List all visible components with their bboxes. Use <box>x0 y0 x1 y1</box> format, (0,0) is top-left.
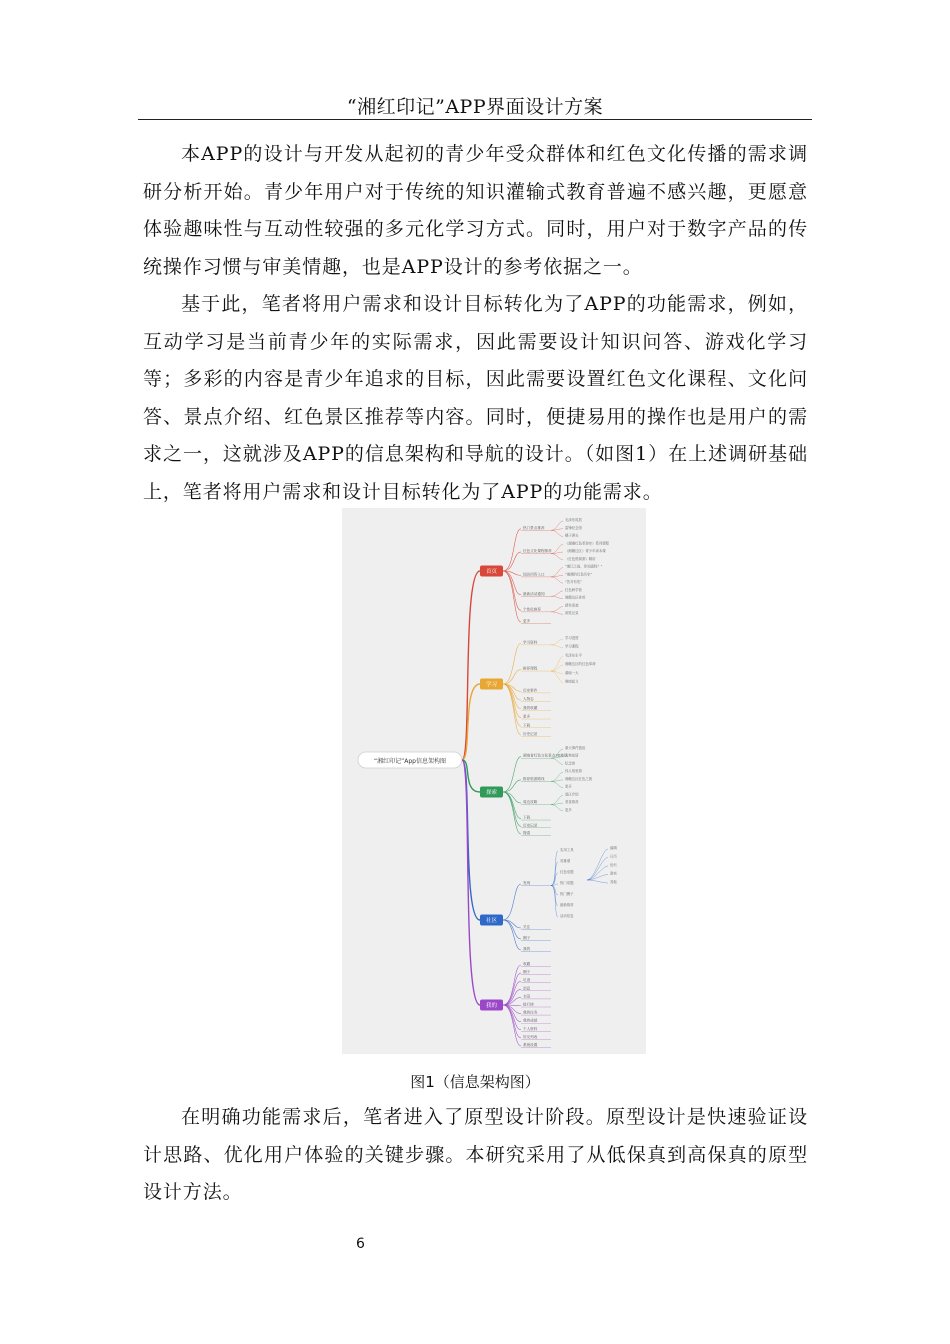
paragraph-3: 在明确功能需求后，笔者进入了原型设计阶段。原型设计是快速验证设计思路、优化用户体验的关键步骤。本研究采用了从低保真到高保真的原型设计方法。 <box>143 1106 808 1204</box>
leaf-node-label: 雷锋纪念馆 <box>565 525 582 530</box>
leaf-node-label: 重大事件遗址 <box>565 746 586 750</box>
leaf-node-label: 最新推荐 <box>560 903 574 907</box>
child-node-label: 人物志 <box>523 697 534 702</box>
page-number: 6 <box>356 1236 365 1252</box>
child-connector <box>503 1005 521 1030</box>
leaf-node-label: 猜你喜欢 <box>565 603 579 608</box>
child-connector <box>503 684 521 726</box>
leaf-connector <box>551 530 563 536</box>
leaf-node-label: 热门圈子 <box>560 892 574 896</box>
leaf-connector <box>551 805 563 811</box>
child-node-label: 历史记录 <box>523 732 538 736</box>
leaf-connector <box>551 665 563 671</box>
child-connector <box>503 792 521 826</box>
leaf-connector <box>551 552 563 554</box>
child-node-label: 周边攻略 <box>523 800 538 805</box>
header-rule <box>138 119 812 120</box>
leaf-node-label: 湘赣边区体验 <box>565 595 586 600</box>
child-node-label: 更多 <box>523 714 531 719</box>
figure-caption: 图1（信息架构图） <box>410 1073 540 1091</box>
leaf-node-label: 浏览记录 <box>565 611 579 616</box>
leaf-connector <box>551 639 563 645</box>
child-connector <box>503 1005 521 1014</box>
child-connector <box>503 684 521 709</box>
child-connector <box>503 981 521 1005</box>
tool-connector <box>587 880 608 883</box>
leaf-node-label: 景区介绍 <box>565 792 579 797</box>
leaf-node-label: 伟人故里游 <box>565 769 582 774</box>
leaf-connector <box>551 554 563 560</box>
tool-node-label: 其他 <box>610 880 617 884</box>
child-connector <box>503 643 521 684</box>
leaf-node-label: 湖南一大 <box>565 670 579 675</box>
leaf-connector <box>551 612 563 614</box>
leaf-node-label: “湘江之战，你知道吗？” <box>565 564 603 569</box>
branch-connector <box>462 760 480 920</box>
child-node-label: 收藏 <box>523 962 531 966</box>
leaf-connector <box>551 575 563 577</box>
leaf-node-label: 湘南起义 <box>565 679 579 684</box>
tool-connector <box>587 866 608 880</box>
child-node-label: 最新活动通知 <box>523 591 545 596</box>
leaf-connector <box>551 577 563 583</box>
child-node-label: 推荐课程 <box>523 666 538 671</box>
child-node-label: 排行榜 <box>523 1002 534 1007</box>
leaf-connector <box>551 596 563 598</box>
child-connector <box>503 920 521 950</box>
child-node-label: 圈子 <box>523 936 531 940</box>
leaf-connector <box>551 671 563 683</box>
child-node-label: 我的收藏 <box>523 705 538 710</box>
leaf-node-label: 人物故居 <box>565 753 579 758</box>
leaf-connector <box>551 606 563 611</box>
child-connector <box>503 884 521 920</box>
child-connector <box>503 571 521 595</box>
page-header-title: “湘红印记”APP界面设计方案 <box>346 96 604 118</box>
child-connector <box>503 757 521 792</box>
leaf-node-label: 英雄谱 <box>560 859 571 863</box>
leaf-node-label: 美食推荐 <box>565 800 579 805</box>
child-node-label: 关注 <box>523 925 531 929</box>
child-node-label: 知识问答入口 <box>523 572 545 577</box>
leaf-node-label: 活动信息 <box>560 914 574 918</box>
child-node-label: 我的成就 <box>523 1018 538 1023</box>
leaf-node-label: 更多 <box>565 807 572 812</box>
child-node-label: 足迹 <box>523 978 531 983</box>
tool-node-label: 游戏 <box>610 871 617 876</box>
leaf-connector <box>551 803 563 805</box>
leaf-connector <box>551 591 563 596</box>
leaf-node-label: 毛泽东故居 <box>565 518 582 522</box>
leaf-node-label: 《红色资源游》精讲 <box>565 556 596 561</box>
child-node-label: 我的任务 <box>523 1010 538 1015</box>
leaf-node-label: 学习进度 <box>565 636 579 640</box>
tool-node-label: 日历 <box>610 854 617 859</box>
child-node-label: 推荐旅游路线 <box>523 776 545 781</box>
child-node-label: 学习资料 <box>523 640 538 645</box>
child-connector <box>503 1005 521 1038</box>
leaf-connector <box>551 781 563 787</box>
mindmap-svg <box>342 508 646 1054</box>
child-connector <box>503 571 521 610</box>
child-connector <box>503 552 521 571</box>
child-node-label: 圈子 <box>523 970 531 975</box>
root-node-label: “湘红印记”App信息架构图 <box>374 758 446 765</box>
leaf-connector <box>551 780 563 782</box>
tool-connector <box>587 849 608 880</box>
child-connector <box>503 965 521 1005</box>
child-node-label: 我的 <box>523 947 531 951</box>
leaf-connector <box>551 758 563 764</box>
leaf-connector <box>551 645 563 648</box>
branch-connector <box>462 571 480 760</box>
leaf-connector <box>551 529 563 531</box>
leaf-node-label: 纪念馆 <box>565 761 576 766</box>
leaf-node-label: “湘潭的红色历史” <box>565 572 593 577</box>
child-node-label: 历史记录 <box>523 823 538 828</box>
child-connector <box>503 780 521 792</box>
child-node-label: 下载 <box>523 723 531 728</box>
branch-connector <box>462 760 480 1005</box>
leaf-node-label: 实用工具 <box>560 848 574 852</box>
child-connector <box>503 670 521 684</box>
leaf-node-label: 更多 <box>565 784 572 789</box>
child-node-label: 个人资料 <box>523 1026 538 1031</box>
branch-node-label: 我的 <box>485 1003 498 1010</box>
branch-node-label: 首页 <box>485 569 498 576</box>
leaf-node-label: 毛泽东生平 <box>565 653 582 658</box>
leaf-node-label: 学习课程 <box>565 644 579 649</box>
child-node-label: 系统设置 <box>523 1043 538 1047</box>
child-connector <box>503 792 521 834</box>
child-node-label: 消息 <box>523 986 531 991</box>
child-node-label: 个性化推荐 <box>523 607 541 612</box>
leaf-node-label: 《湘赣边区》青少年读本课 <box>565 549 606 554</box>
child-node-label: 红色文化课程推荐 <box>523 549 552 554</box>
child-node-label: 下载 <box>523 815 531 820</box>
child-node-label: 湖南省红色文化景点3D地图 <box>523 753 568 758</box>
leaf-node-label: “答对有奖” <box>565 580 583 585</box>
child-node-label: 发现 <box>523 881 531 885</box>
paragraph-2: 基于此，笔者将用户需求和设计目标转化为了APP的功能需求，例如，互动学习是当前青少年的实际需求，因此需要设计知识问答、游戏化学习等；多彩的内容是青少年追求的目标，因此需要设置红色文化课程、文化问答、景点介绍、红色景区推荐等内容。同时，便捷易用的操作也是用户的需求之一，这就涉及APP的信息架构和导航的设计。（如图1）在上述调研基础上，笔者将用户需求和设计目标转化为了APP的功能需求。 <box>143 293 808 503</box>
child-node-label: 书签 <box>523 994 531 999</box>
child-node-label: 好友列表 <box>523 1034 538 1039</box>
paragraph-1: 本APP的设计与开发从起初的青少年受众群体和红色文化传播的需求调研分析开始。青少年用户对于传统的知识灌输式教育普遍不感兴趣，更愿意体验趣味性与互动性较强的多元化学习方式。同时，用户对于数字产品的传统操作习惯与审美情趣，也是APP设计的参考依据之一。 <box>143 143 808 278</box>
child-node-label: 历史事件 <box>523 688 538 693</box>
leaf-node-label: 红色研学营 <box>565 587 582 592</box>
information-architecture-figure <box>342 508 646 1054</box>
leaf-node-label: 湘赣边区红色之旅 <box>565 776 593 781</box>
tool-connector <box>587 858 608 881</box>
child-node-label: 热门景点推荐 <box>523 525 545 530</box>
leaf-node-label: 湘赣边区的红色革命 <box>565 662 596 667</box>
leaf-node-label: 红色话题 <box>560 870 574 874</box>
leaf-node-label: 《湖湘红色革命史》系列课程 <box>565 541 610 546</box>
child-node-label: 更多 <box>523 619 531 623</box>
tool-node-label: 论坛 <box>610 863 617 867</box>
leaf-node-label: 热门话题 <box>560 881 574 885</box>
branch-node-label: 探索 <box>485 790 498 797</box>
tool-node-label: 编辑 <box>610 846 617 850</box>
child-node-label: 搜索 <box>523 831 531 835</box>
leaf-node-label: 橘子洲头 <box>565 533 579 538</box>
branch-node-label: 学习 <box>485 682 498 689</box>
branch-node-label: 社区 <box>485 918 498 925</box>
